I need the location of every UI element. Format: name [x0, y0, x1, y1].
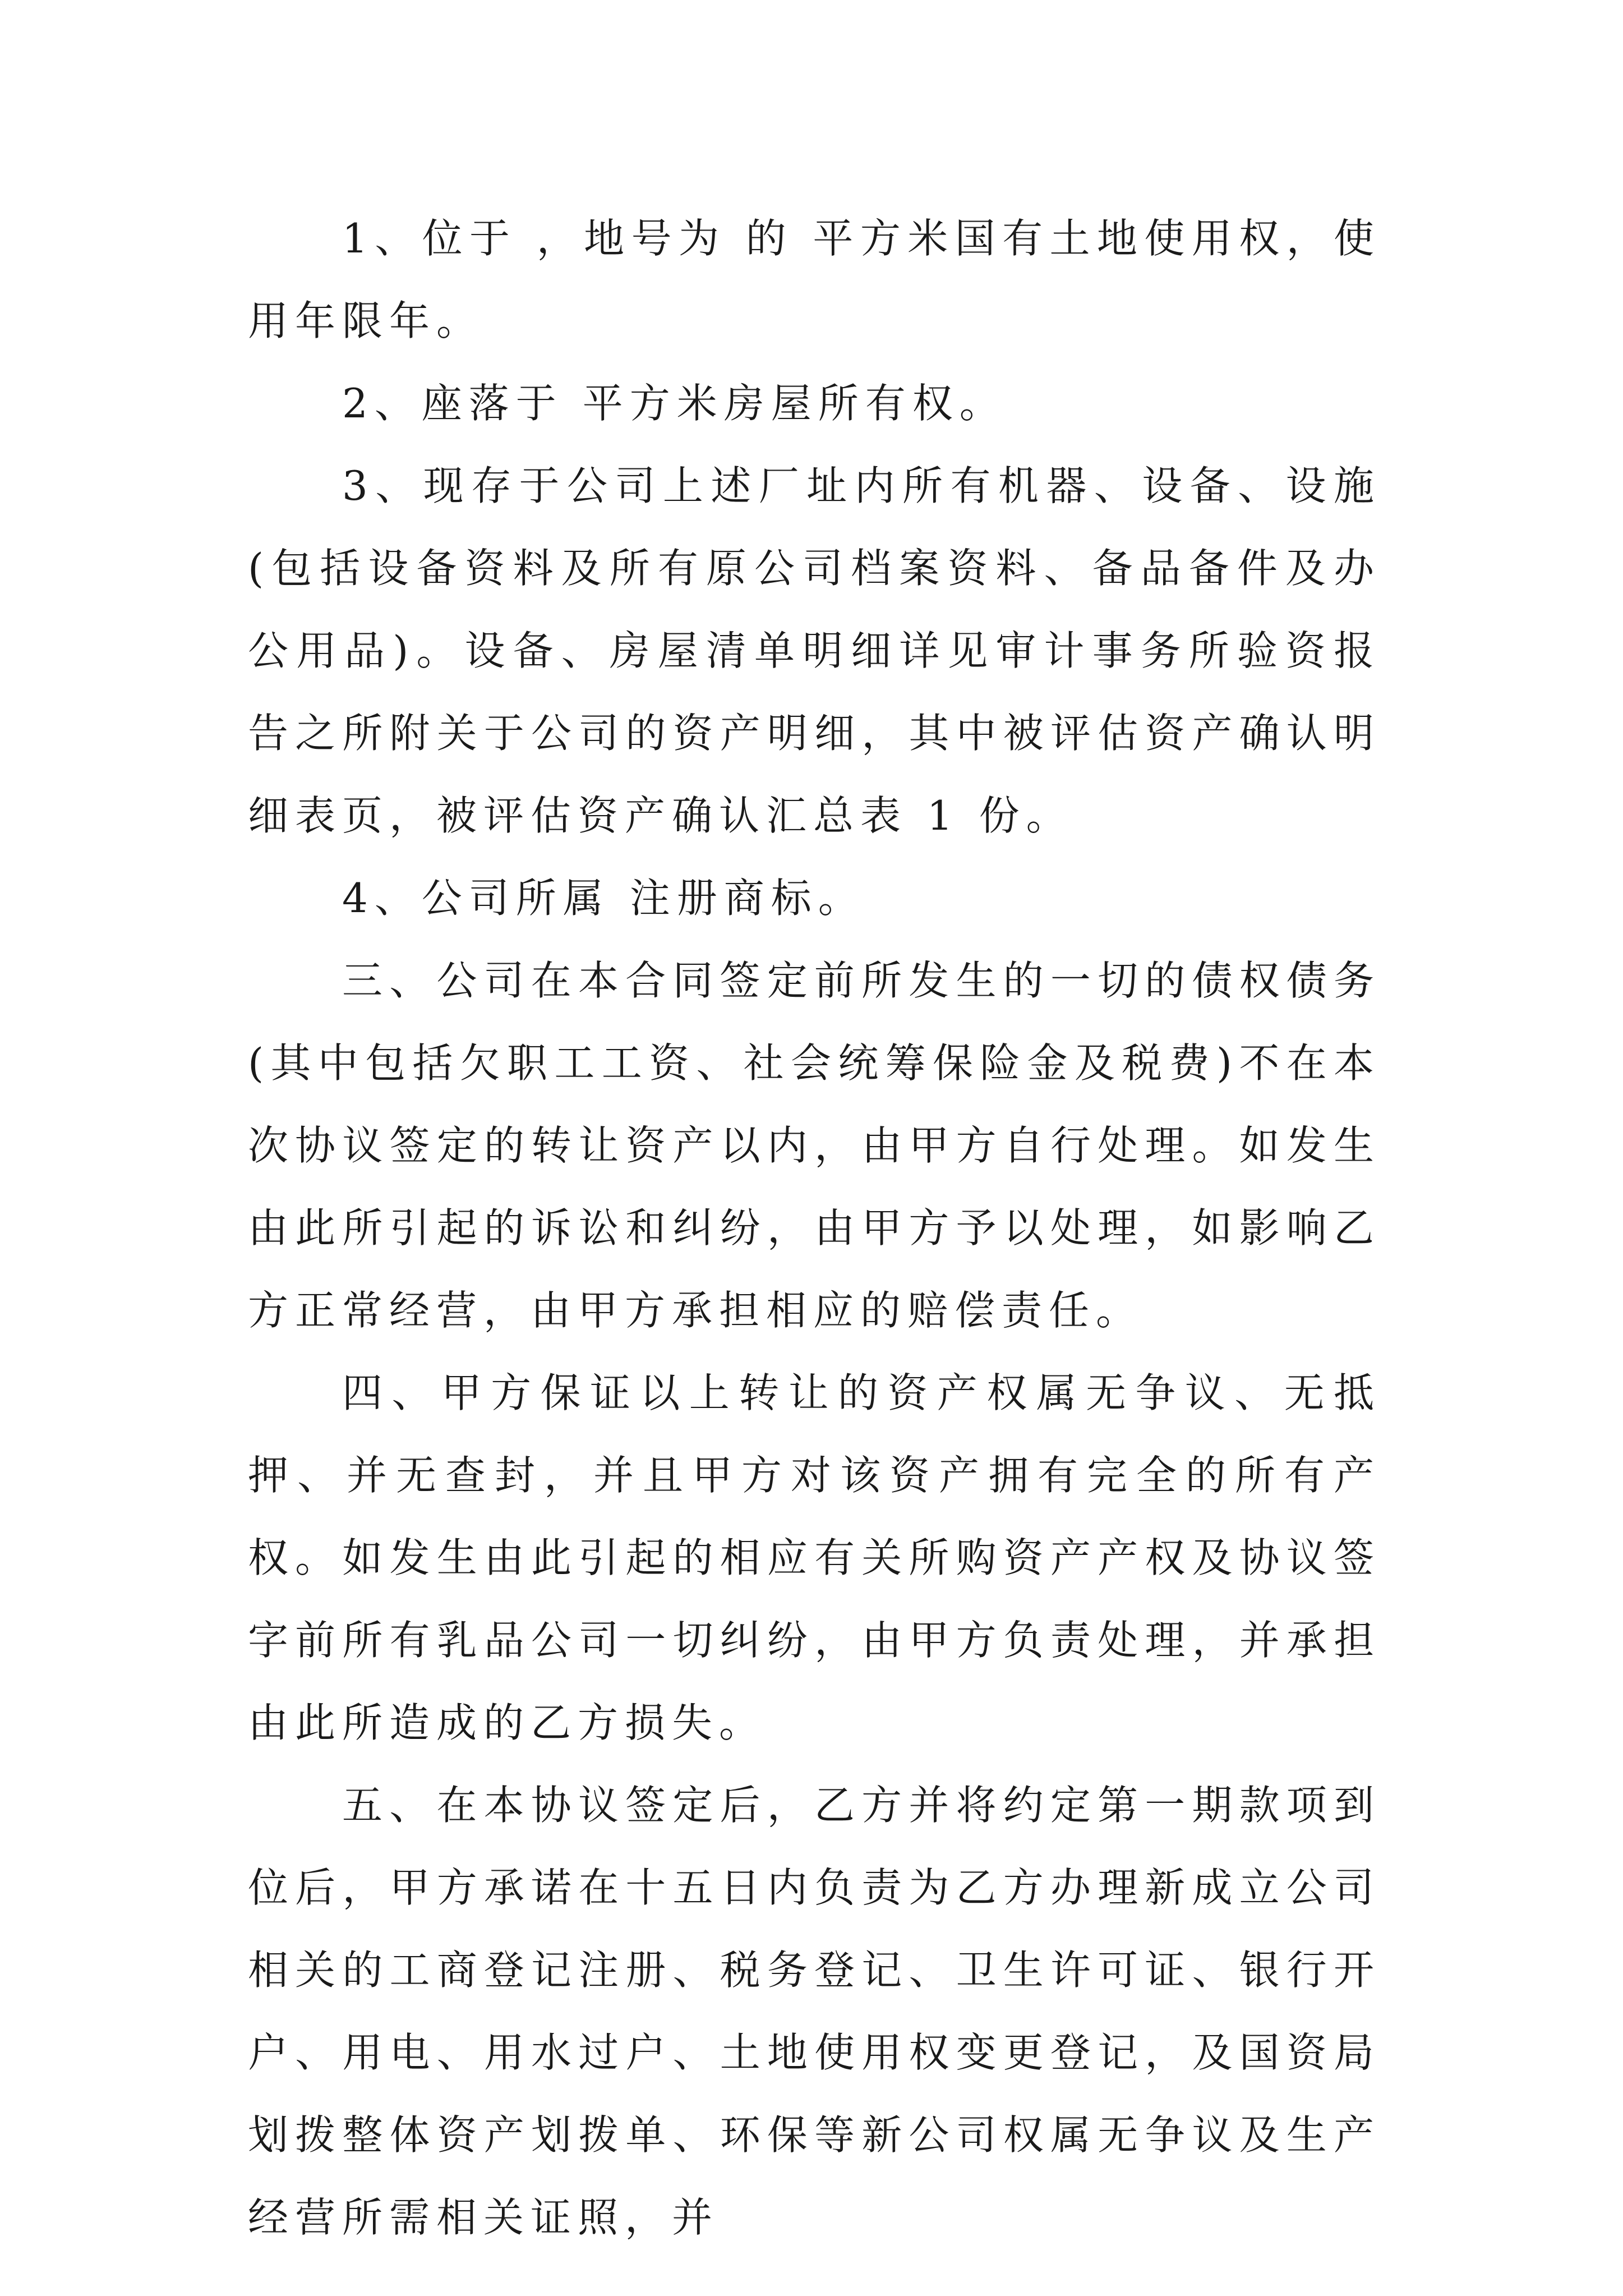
clause-2-house-ownership: 2、座落于 平方米房屋所有权。	[342, 380, 1007, 427]
clause-4-trademark: 4、公司所属 注册商标。	[342, 875, 865, 922]
document-body	[248, 197, 1381, 2259]
clause-3-equipment-assets: 3、现存于公司上述厂址内所有机器、设备、设施(包括设备资料及所有原公司档案资料、备品备件及办公用品)。设备、房屋清单明细详见审计事务所验资报告之所附关于公司的资产明细，其中被评估资产确认明细表页，被评估资产确认汇总表 1 份。	[248, 462, 1381, 839]
clause-1-land-use-right: 1、位于 ，地号为 的 平方米国有土地使用权，使用年限年。	[248, 215, 1381, 344]
article-5-registration-obligations: 五、在本协议签定后，乙方并将约定第一期款项到位后，甲方承诺在十五日内负责为乙方办理新成立公司相关的工商登记注册、税务登记、卫生许可证、银行开户、用电、用水过户、土地使用权变更登记，及国资局划拨整体资产划拨单、环保等新公司权属无争议及生产经营所需相关证照，并	[248, 1782, 1381, 2241]
article-4-asset-warranty: 四、甲方保证以上转让的资产权属无争议、无抵押、并无查封，并且甲方对该资产拥有完全的所有产权。如发生由此引起的相应有关所购资产产权及协议签字前所有乳品公司一切纠纷，由甲方负责处理，并承担由此所造成的乙方损失。	[248, 1369, 1381, 1746]
article-3-debts: 三、公司在本合同签定前所发生的一切的债权债务(其中包括欠职工工资、社会统筹保险金及税费)不在本次协议签定的转让资产以内，由甲方自行处理。如发生由此所引起的诉讼和纠纷，由甲方予以处理，如影响乙方正常经营，由甲方承担相应的赔偿责任。	[248, 957, 1381, 1334]
